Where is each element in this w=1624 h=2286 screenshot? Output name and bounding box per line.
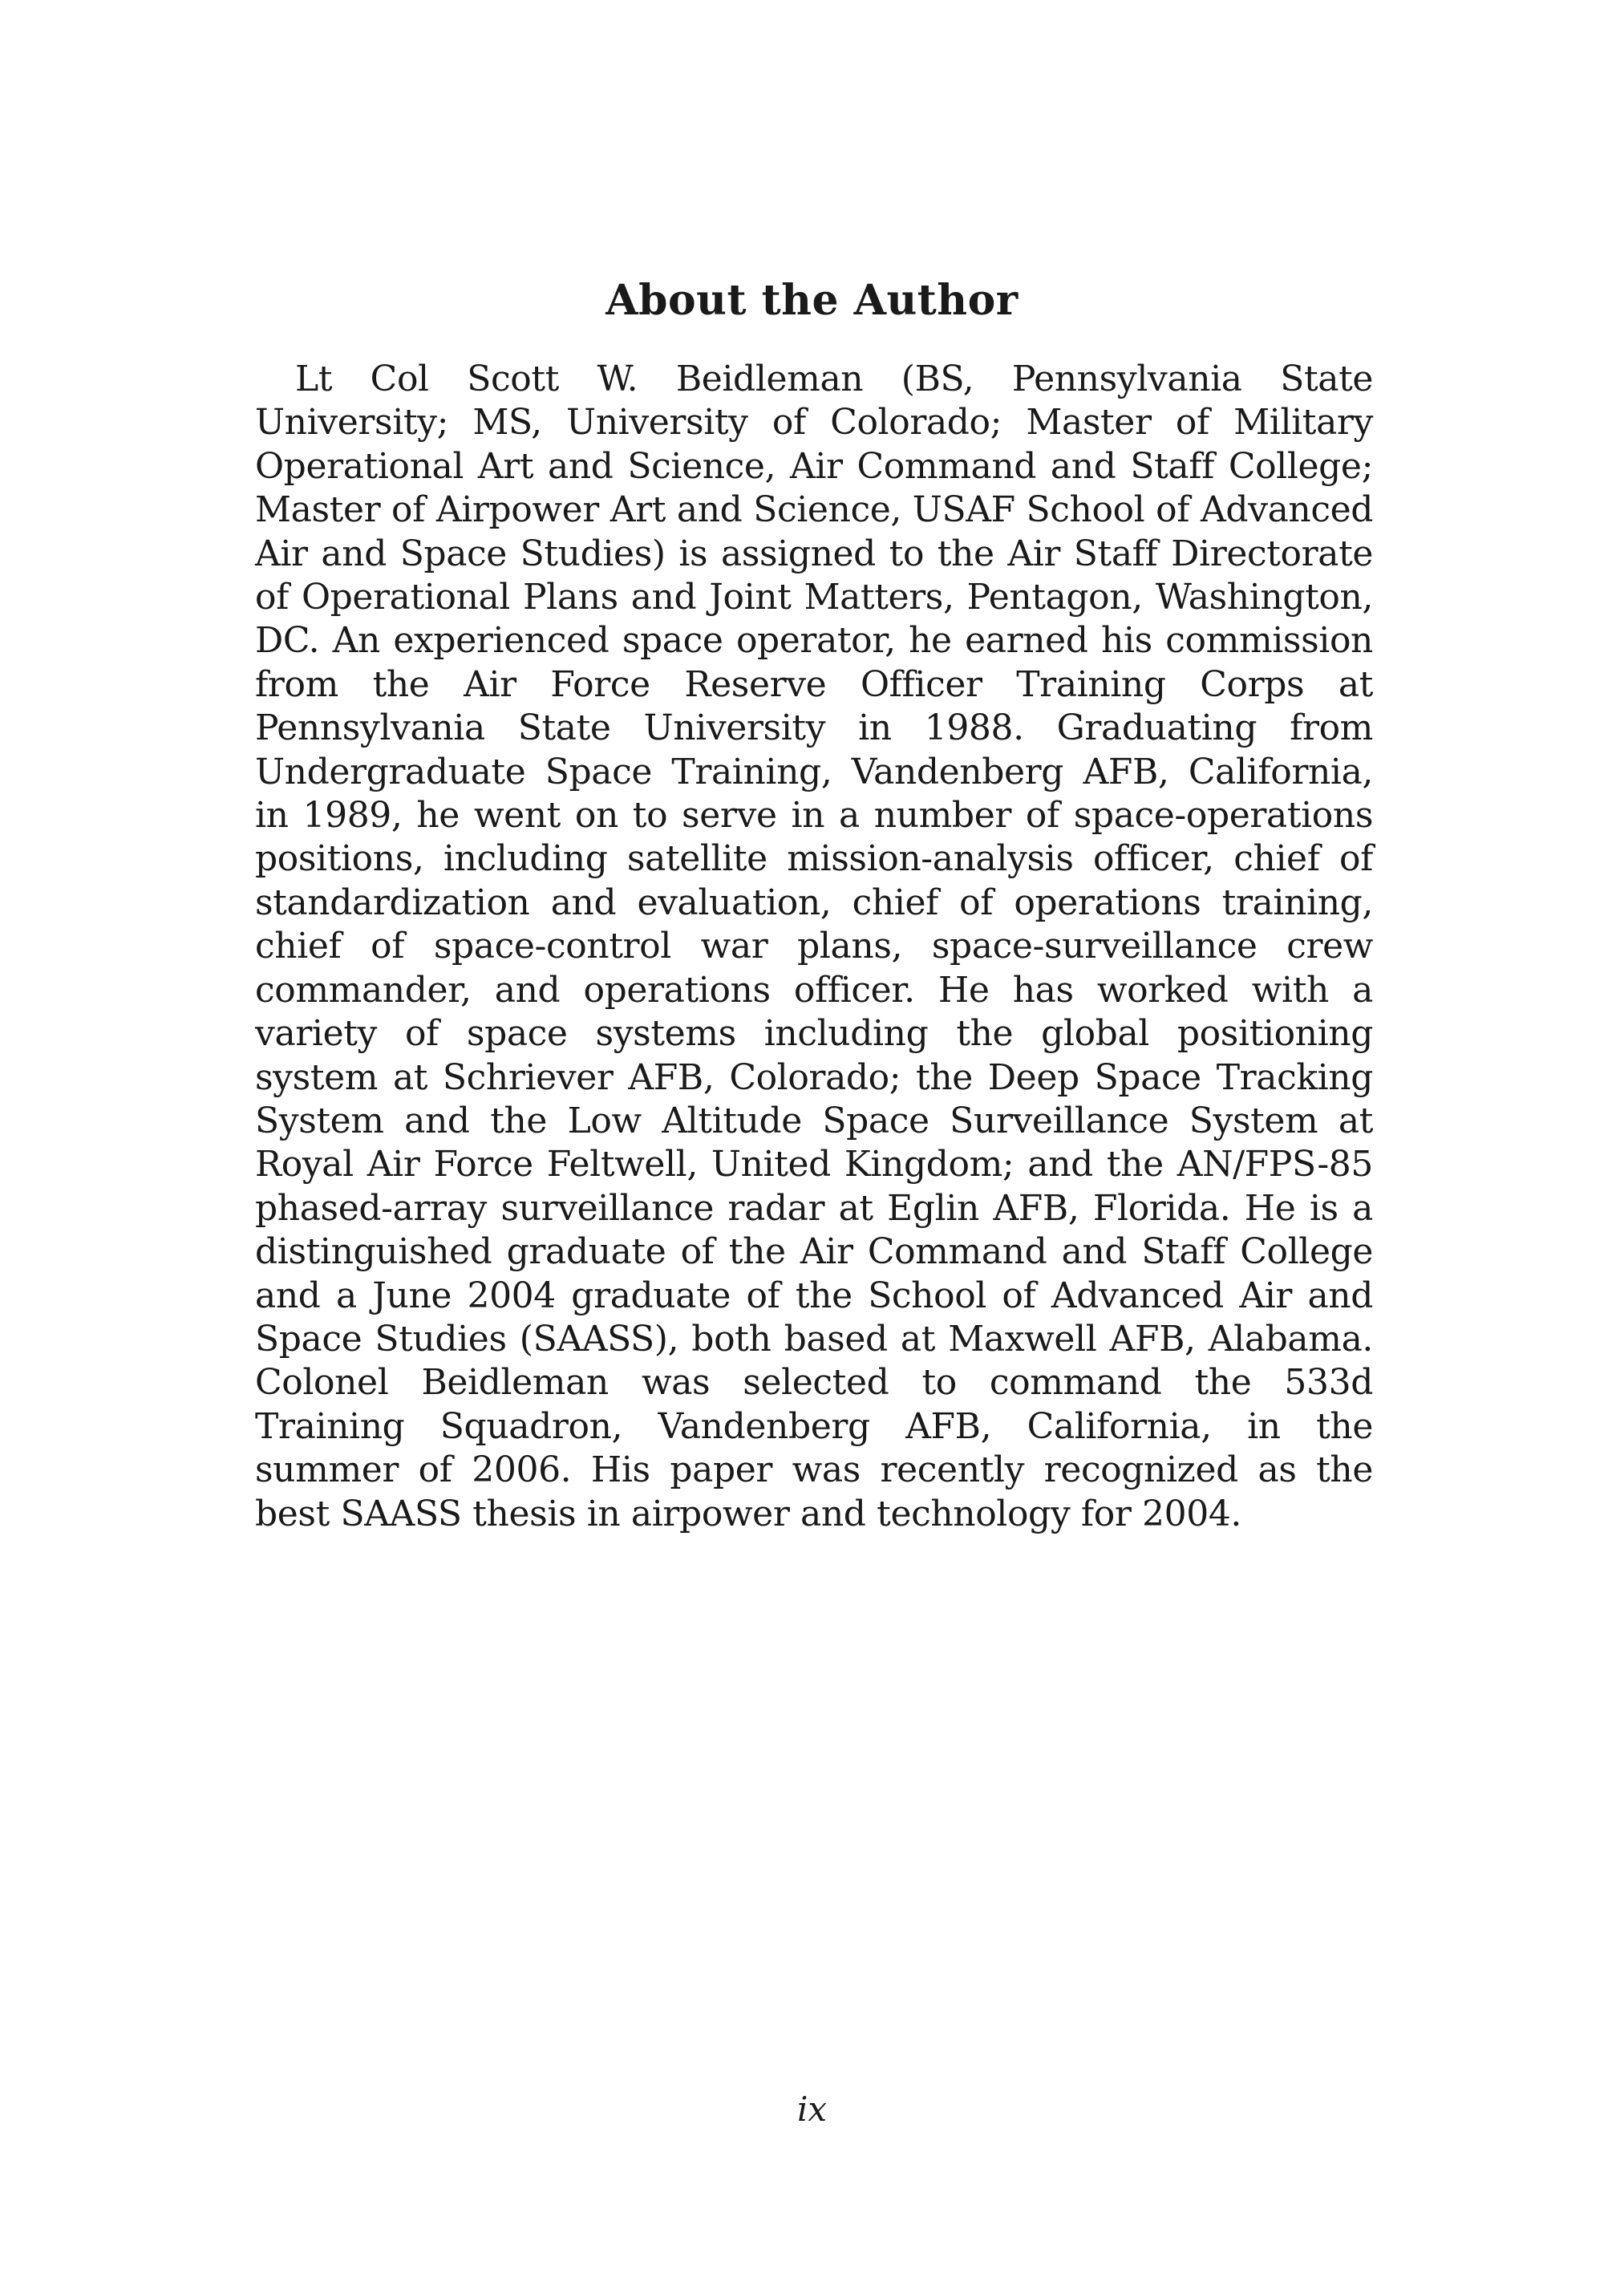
- author-biography-paragraph: Lt Col Scott W. Beidleman (BS, Pennsylvania State University; MS, University of Colorado; Master of Military Operational Art and Science, Air Command and Staff College; Master of Airpower Art and Science, USAF School of Advanced Air and Space Studies) is assigned to the Air Staff Directorate of Operational Plans and Joint Matters, Pentagon, Washington, DC. An experienced space operator, he earned his commission from the Air Force Reserve Officer Training Corps at Pennsylvania State University in 1988. Graduating from Undergraduate Space Training, Vandenberg AFB, California, in 1989, he went on to serve in a number of space-operations positions, including satellite mission-analysis officer, chief of standardization and evaluation, chief of operations training, chief of space-control war plans, space-surveillance crew commander, and operations officer. He has worked with a variety of space systems including the global positioning system at Schriever AFB, Colorado; the Deep Space Tracking System and the Low Altitude Space Surveillance System at Royal Air Force Feltwell, United Kingdom; and the AN/FPS-85 phased-array surveillance radar at Eglin AFB, Florida. He is a distinguished graduate of the Air Command and Staff College and a June 2004 graduate of the School of Advanced Air and Space Studies (SAASS), both based at Maxwell AFB, Alabama. Colonel Beidleman was selected to command the 533d Training Squadron, Vandenberg AFB, California, in the summer of 2006. His paper was recently recognized as the best SAASS thesis in airpower and technology for 2004.: [255, 359, 1373, 1534]
- page-number: ix: [796, 2089, 828, 2129]
- page-heading: About the Author: [605, 276, 1019, 325]
